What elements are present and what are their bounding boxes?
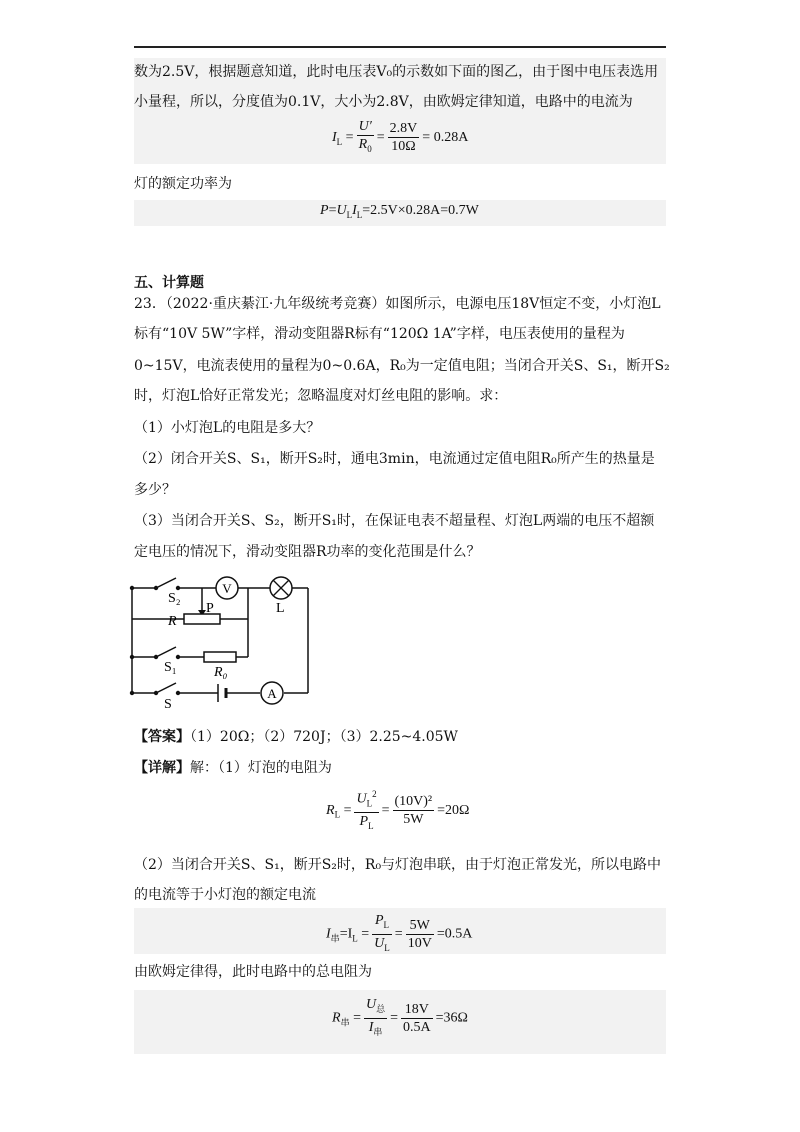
question-line: 时，灯泡L恰好正常发光；忽略温度对灯丝电阻的影响。求： bbox=[134, 388, 508, 404]
switch-contact bbox=[154, 691, 158, 695]
junction-dot bbox=[130, 691, 134, 695]
numerator: P bbox=[374, 913, 384, 928]
numerator: U′ bbox=[358, 119, 372, 134]
question-line: 多少？ bbox=[134, 482, 176, 498]
denominator: 10Ω bbox=[391, 139, 416, 155]
fraction bbox=[393, 793, 435, 828]
fraction bbox=[372, 912, 392, 957]
formula-result: =36Ω bbox=[435, 1010, 468, 1026]
text-line: 数为2.5V，根据题意知道，此时电压表V₀的示数如下面的图乙，由于图中电压表选用 bbox=[134, 64, 659, 80]
wiper-label: P bbox=[206, 601, 214, 616]
answer-tag: 【答案】 bbox=[134, 729, 190, 745]
numerator: (10V)² bbox=[394, 794, 433, 810]
formula-current: $I_L$ = $\frac{U'}{R_0}$ = $\frac{2.8V}{10\Omega}$ = 0.28A bbox=[332, 118, 468, 158]
denominator: P bbox=[359, 814, 369, 830]
formula-mid: =I bbox=[339, 926, 353, 942]
detail-line: （2）当闭合开关S、S₁，断开S₂时，R₀与灯泡串联，由于灯泡正常发光，所以电路中 bbox=[134, 857, 662, 873]
denominator: R bbox=[358, 137, 368, 152]
question-line: 定电压的情况下，滑动变阻器R功率的变化范围是什么？ bbox=[134, 544, 481, 560]
switch-contact bbox=[154, 655, 158, 659]
detail-tag: 【详解】 bbox=[134, 760, 190, 776]
switch-contact bbox=[176, 655, 180, 659]
switch-contact bbox=[176, 586, 180, 590]
formula-symbol: I bbox=[326, 926, 331, 942]
rheostat-icon bbox=[184, 614, 220, 624]
formula-subscript: 串 bbox=[373, 1026, 383, 1037]
text-line: 灯的额定功率为 bbox=[134, 176, 232, 192]
fraction bbox=[354, 786, 378, 835]
rheostat-label: R bbox=[168, 614, 177, 629]
detail-text: 解：（1）灯泡的电阻为 bbox=[190, 760, 332, 776]
answer-line bbox=[134, 727, 674, 747]
switch-contact bbox=[176, 691, 180, 695]
numerator: U bbox=[365, 997, 377, 1012]
formula-subscript: L bbox=[384, 942, 390, 953]
formula-subscript: L bbox=[366, 798, 373, 809]
circuit-diagram bbox=[120, 570, 320, 710]
denominator: 0.5A bbox=[403, 1019, 431, 1035]
formula-subscript: L bbox=[334, 809, 341, 820]
denominator: I bbox=[368, 1019, 374, 1035]
section-title: 五、计算题 bbox=[134, 275, 204, 291]
switch-s2-label: S₂ bbox=[168, 591, 181, 606]
fraction bbox=[364, 996, 387, 1041]
formula-result: =20Ω bbox=[437, 802, 470, 818]
answer-text: （1）20Ω；（2）720J；（3）2.25~4.05W bbox=[190, 729, 458, 745]
formula-current-2: $I_串=I_L$ = $\frac{P_L}{U_L}$ = $\frac{5W}{10V}$ =0.5A bbox=[326, 912, 472, 957]
formula-result: = 0.28A bbox=[422, 130, 469, 146]
denominator: 5W bbox=[403, 812, 424, 828]
detail-line: 由欧姆定律得，此时电路中的总电阻为 bbox=[134, 964, 372, 980]
voltmeter-label: V bbox=[222, 581, 232, 596]
top-rule bbox=[134, 46, 666, 48]
question-line: 标有“10V 5W”字样，滑动变阻器R标有“120Ω 1A”字样，电压表使用的量程为 bbox=[134, 326, 625, 342]
question-line: 23．（2022·重庆綦江·九年级统考竞赛）如图所示，电源电压18V恒定不变，小灯泡L bbox=[134, 296, 661, 312]
resistor-icon bbox=[204, 652, 236, 662]
numerator: U bbox=[356, 791, 367, 807]
switch-s1-label: S₁ bbox=[164, 660, 177, 675]
fraction bbox=[357, 118, 374, 158]
formula-subscript: L bbox=[352, 933, 358, 944]
lamp-label: L bbox=[276, 601, 285, 616]
denominator: U bbox=[374, 935, 385, 951]
question-line: （2）闭合开关S、S₁，断开S₂时，通电3min，电流通过定值电阻R₀所产生的热量是 bbox=[134, 451, 655, 467]
formula-result: =0.5A bbox=[436, 926, 473, 942]
numerator: 5W bbox=[406, 917, 434, 935]
formula-subscript: L bbox=[336, 136, 343, 147]
formula-subscript: L bbox=[368, 821, 374, 832]
junction-dot bbox=[130, 655, 134, 659]
fraction bbox=[401, 1001, 433, 1036]
numerator: 18V bbox=[401, 1001, 433, 1019]
formula-power: $P=U_LI_L=2.5V\times 0.28A=0.7W$ bbox=[320, 203, 479, 220]
question-line: 0~15V，电流表使用的量程为0~0.6A，R₀为一定值电阻；当闭合开关S、S₁，断开S₂ bbox=[134, 358, 670, 374]
formula-subscript: 串 bbox=[330, 933, 340, 944]
numerator: 2.8V bbox=[389, 121, 418, 137]
text-line: 小量程，所以，分度值为0.1V，大小为2.8V，由欧姆定律知道，电路中的电流为 bbox=[134, 94, 633, 110]
fraction bbox=[406, 917, 434, 952]
ammeter-label: A bbox=[267, 686, 277, 701]
denominator: 10V bbox=[407, 935, 432, 951]
formula-symbol: R bbox=[326, 802, 335, 818]
formula-symbol: R bbox=[332, 1010, 341, 1026]
question-line: （1）小灯泡L的电阻是多大？ bbox=[134, 420, 321, 436]
formula-subscript: 串 bbox=[340, 1017, 350, 1028]
formula-superscript: 2 bbox=[372, 789, 377, 799]
detail-line bbox=[134, 758, 674, 778]
formula-symbol: I bbox=[332, 130, 337, 146]
switch-contact bbox=[154, 586, 158, 590]
formula-resistance: $R_L$ = $\frac{U_L^2}{P_L}$ = $\frac{\text{(10V)²}}{5W}$ =20Ω bbox=[326, 786, 469, 835]
fraction bbox=[388, 120, 420, 155]
switch-s-label: S bbox=[164, 697, 172, 710]
formula-subscript: 0 bbox=[367, 143, 372, 154]
formula-total-resistance: $R_串$ = $\frac{U_总}{I_串}$ = $\frac{18V}{0.5A}$ =36Ω bbox=[332, 996, 468, 1041]
formula-subscript: 总 bbox=[376, 1003, 386, 1014]
resistor-label: R₀ bbox=[214, 665, 228, 680]
formula-subscript: L bbox=[383, 919, 389, 930]
junction-dot bbox=[130, 586, 134, 590]
detail-line: 的电流等于小灯泡的额定电流 bbox=[134, 887, 316, 903]
question-line: （3）当闭合开关S、S₂，断开S₁时，在保证电表不超量程、灯泡L两端的电压不超额 bbox=[134, 513, 655, 529]
